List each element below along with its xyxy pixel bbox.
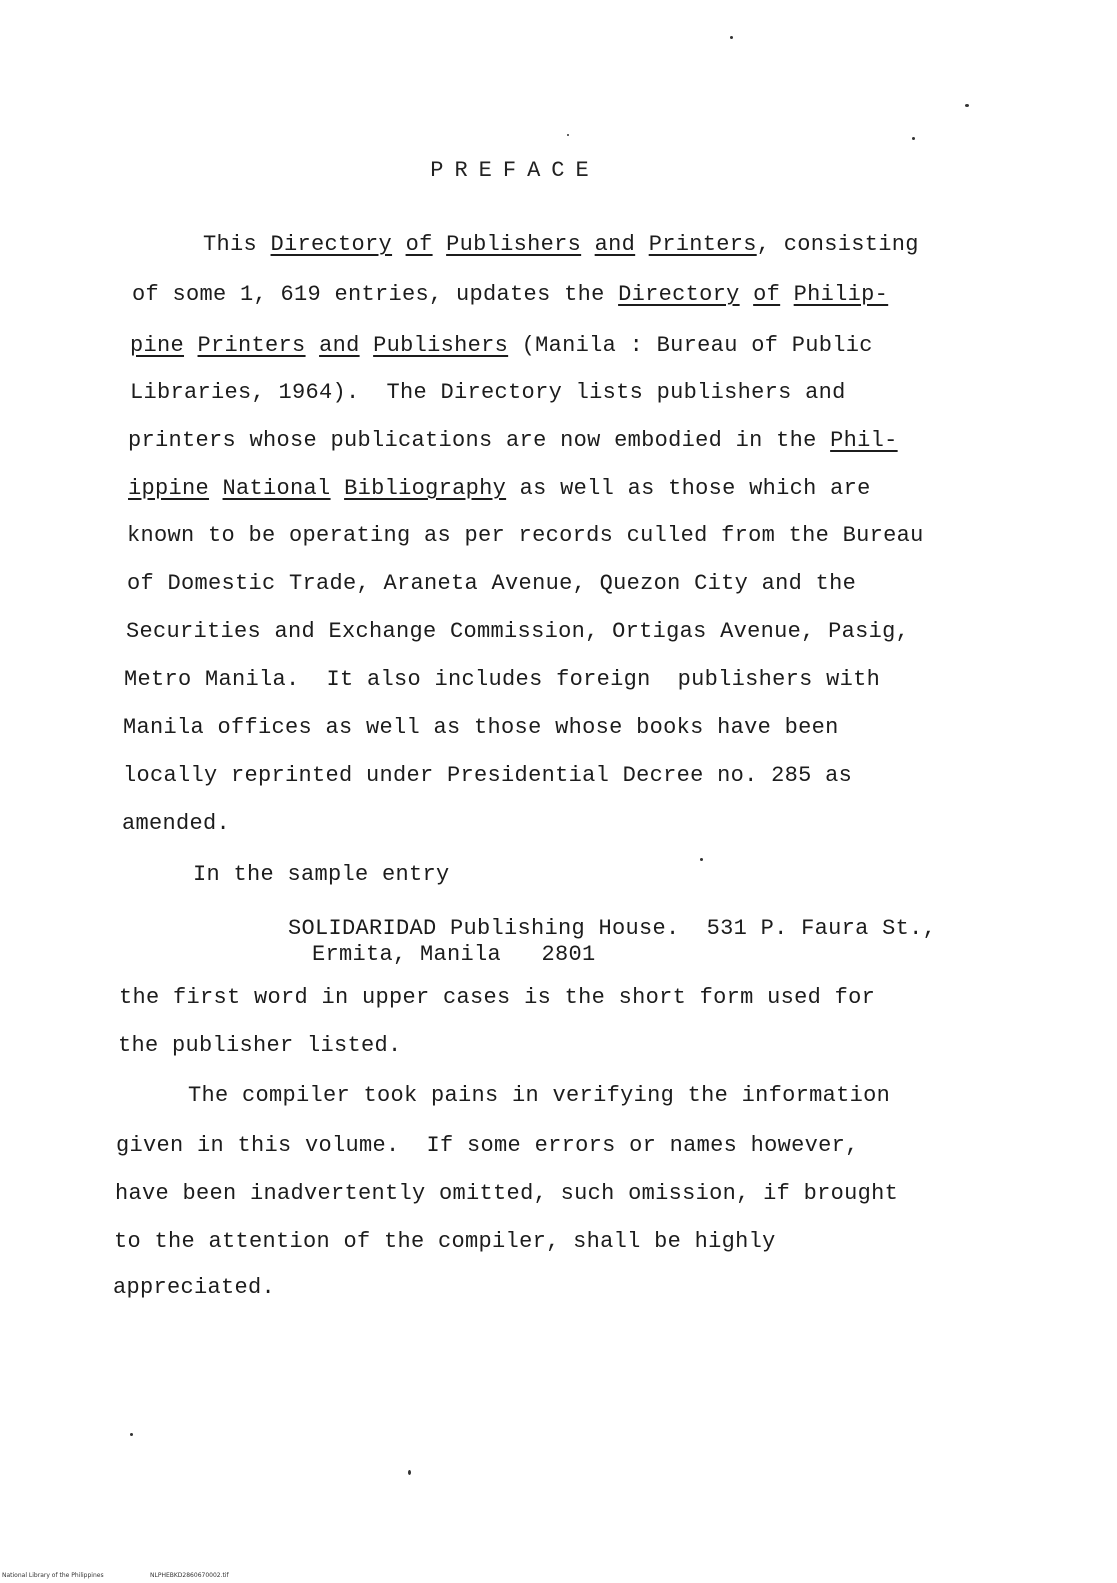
title-reference: Directory xyxy=(270,232,393,257)
paragraph-3-line-5: appreciated. xyxy=(113,1275,276,1300)
page-title: PREFACE xyxy=(430,158,600,183)
paragraph-2-line-2: the publisher listed. xyxy=(118,1033,402,1058)
paragraph-1-line-8: of Domestic Trade, Araneta Avenue, Quezon City and the xyxy=(127,571,857,596)
footer-library-name: National Library of the Philippines xyxy=(2,1572,104,1579)
scan-speck xyxy=(912,137,915,140)
paragraph-1-line-5: printers whose publications are now embodied in the Phil- xyxy=(128,428,898,453)
paragraph-1-line-10: Metro Manila. It also includes foreign publishers with xyxy=(124,667,881,692)
paragraph-3-line-4: to the attention of the compiler, shall be highly xyxy=(114,1229,776,1254)
scan-speck xyxy=(408,1470,411,1475)
title-reference: Directory xyxy=(618,282,740,307)
sample-entry-line-2: Ermita, Manila 2801 xyxy=(312,942,596,967)
paragraph-1-line-7: known to be operating as per records culled from the Bureau xyxy=(127,523,924,548)
scan-speck xyxy=(567,134,569,136)
scan-speck xyxy=(700,858,703,861)
sample-intro: In the sample entry xyxy=(193,862,450,887)
paragraph-3-line-2: given in this volume. If some errors or names however, xyxy=(116,1133,859,1158)
paragraph-1-line-1: This Directory of Publishers and Printers, consisting xyxy=(203,232,919,257)
paragraph-1-line-12: locally reprinted under Presidential Decree no. 285 as xyxy=(123,763,853,788)
paragraph-2-line-1: the first word in upper cases is the short form used for xyxy=(119,985,876,1010)
paragraph-3-line-1: The compiler took pains in verifying the information xyxy=(188,1083,891,1108)
scan-speck xyxy=(965,104,969,107)
paragraph-3-line-3: have been inadvertently omitted, such omission, if brought xyxy=(115,1181,899,1206)
paragraph-1-line-11: Manila offices as well as those whose books have been xyxy=(123,715,839,740)
sample-entry-line-1: SOLIDARIDAD Publishing House. 531 P. Faura St., xyxy=(288,916,937,941)
paragraph-1-line-3: pine Printers and Publishers (Manila : Bureau of Public xyxy=(130,333,873,358)
paragraph-1-line-2: of some 1, 619 entries, updates the Directory of Philip- xyxy=(132,282,889,307)
paragraph-1-line-13: amended. xyxy=(122,811,231,836)
scan-speck xyxy=(130,1433,133,1436)
footer-file-id: NLPHEBKD2860670002.tif xyxy=(150,1572,229,1579)
paragraph-1-line-6: ippine National Bibliography as well as those which are xyxy=(128,476,871,501)
paragraph-1-line-4: Libraries, 1964). The Directory lists publishers and xyxy=(130,380,846,405)
scan-speck xyxy=(730,36,733,39)
paragraph-1-line-9: Securities and Exchange Commission, Ortigas Avenue, Pasig, xyxy=(126,619,910,644)
